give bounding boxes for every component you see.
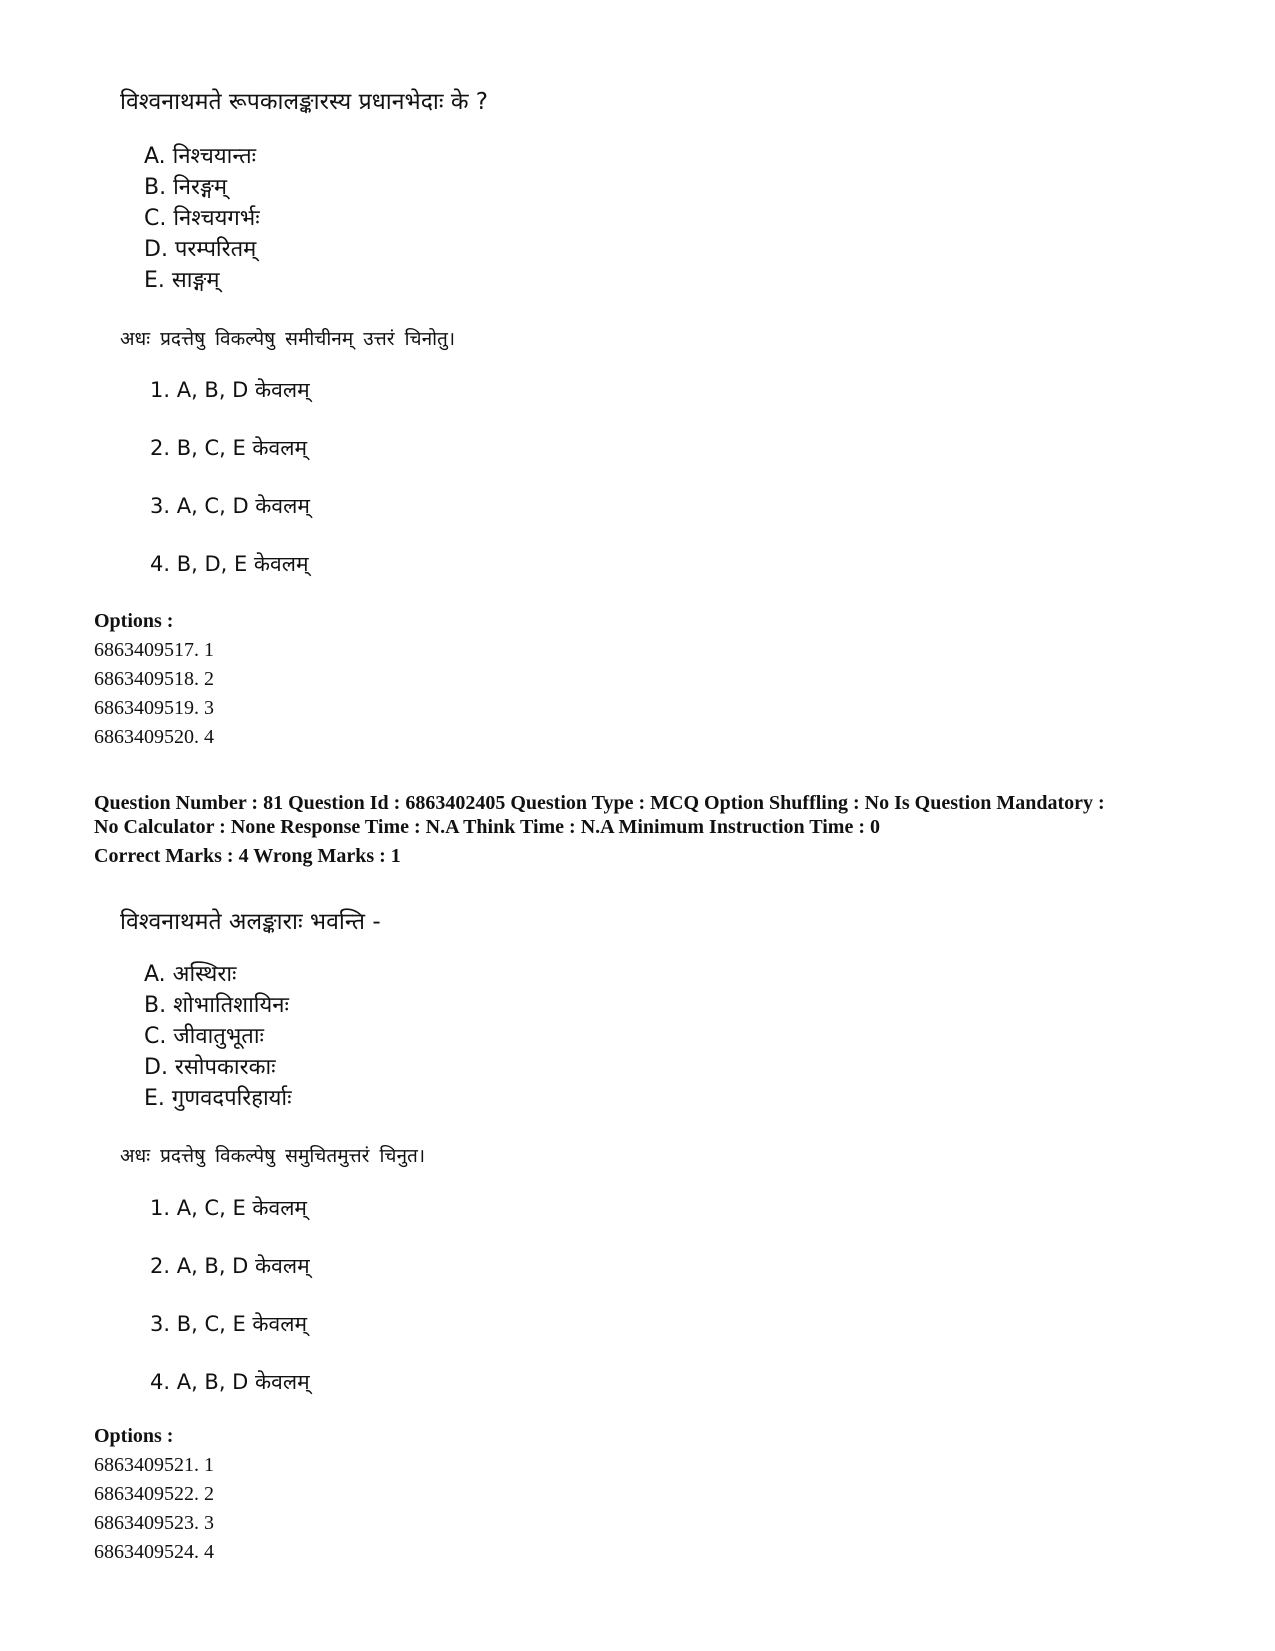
choice-3: 3. A, C, D केवलम्	[150, 494, 310, 518]
option-id-2: 6863409518. 2	[94, 668, 214, 690]
choice-4: 4. B, D, E केवलम्	[150, 552, 309, 576]
choice-2: 2. B, C, E केवलम्	[150, 436, 308, 460]
options-label: Options :	[94, 610, 174, 632]
option-id-3: 6863409519. 3	[94, 697, 214, 719]
choice-4: 4. A, B, D केवलम्	[150, 1370, 310, 1394]
question-instruction: अधः प्रदत्तेषु विकल्पेषु समीचीनम् उत्तरं चिनोतु।	[120, 328, 456, 350]
statement-a: A. अस्थिराः	[144, 962, 237, 987]
question-meta-line-1: Question Number : 81 Question Id : 6863402405 Question Type : MCQ Option Shuffling : No Is Question Mandatory :	[94, 792, 1105, 814]
options-label: Options :	[94, 1425, 174, 1447]
option-id-3: 6863409523. 3	[94, 1512, 214, 1534]
option-id-4: 6863409520. 4	[94, 726, 214, 748]
option-id-4: 6863409524. 4	[94, 1541, 214, 1563]
statement-d: D. रसोपकारकाः	[144, 1055, 276, 1080]
question-stem: विश्वनाथमते रूपकालङ्कारस्य प्रधानभेदाः के ?	[120, 89, 489, 115]
statement-a: A. निश्चयान्तः	[144, 144, 257, 169]
question-instruction: अधः प्रदत्तेषु विकल्पेषु समुचितमुत्तरं चिनुत।	[120, 1145, 426, 1167]
choice-3: 3. B, C, E केवलम्	[150, 1312, 308, 1336]
choice-2: 2. A, B, D केवलम्	[150, 1254, 310, 1278]
statement-c: C. जीवातुभूताः	[144, 1024, 264, 1049]
choice-1: 1. A, C, E केवलम्	[150, 1196, 307, 1220]
choice-1: 1. A, B, D केवलम्	[150, 378, 310, 402]
statement-d: D. परम्परितम्	[144, 237, 257, 262]
statement-b: B. शोभातिशायिनः	[144, 993, 289, 1018]
statement-e: E. साङ्गम्	[144, 268, 220, 293]
question-marks: Correct Marks : 4 Wrong Marks : 1	[94, 845, 401, 867]
question-stem: विश्वनाथमते अलङ्काराः भवन्ति -	[120, 909, 381, 935]
statement-e: E. गुणवदपरिहार्याः	[144, 1086, 292, 1111]
question-meta-line-2: No Calculator : None Response Time : N.A Think Time : N.A Minimum Instruction Time : 0	[94, 816, 880, 838]
statement-b: B. निरङ्गम्	[144, 175, 228, 200]
option-id-2: 6863409522. 2	[94, 1483, 214, 1505]
option-id-1: 6863409517. 1	[94, 639, 214, 661]
statement-c: C. निश्चयगर्भः	[144, 206, 260, 231]
option-id-1: 6863409521. 1	[94, 1454, 214, 1476]
